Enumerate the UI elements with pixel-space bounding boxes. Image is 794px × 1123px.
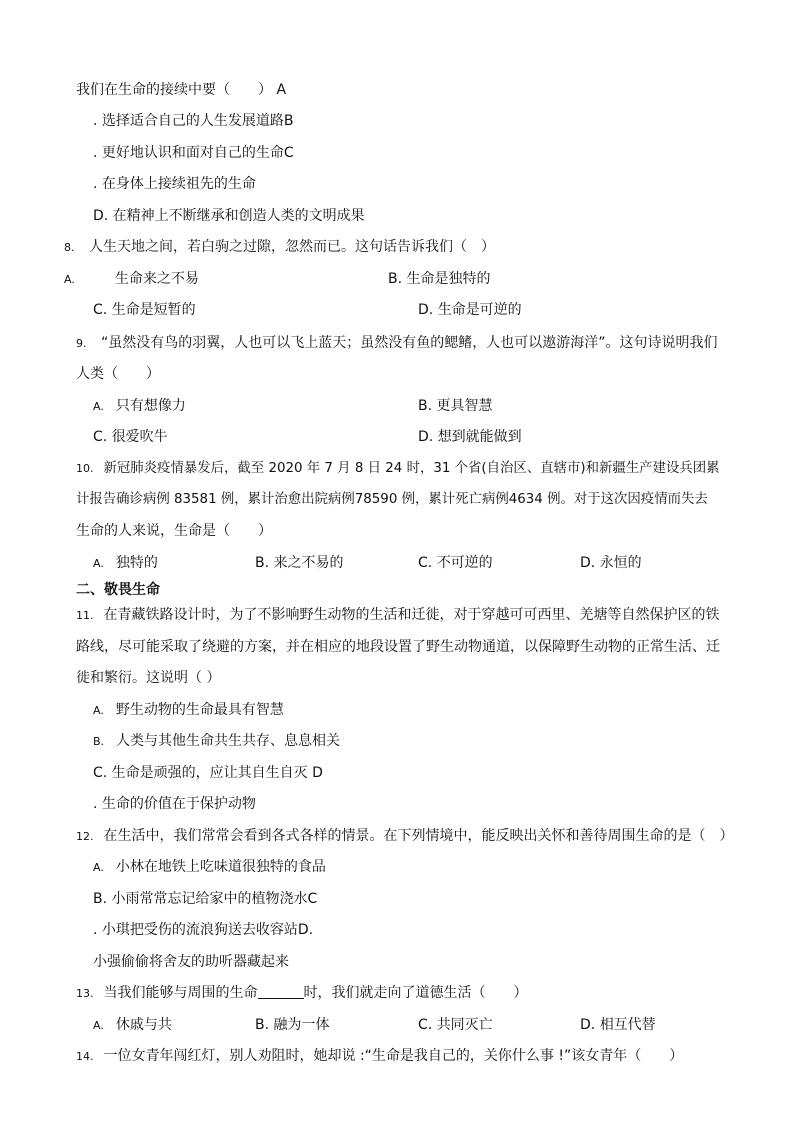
q10-stem (76, 459, 720, 479)
option-letter: B. (388, 271, 403, 287)
q10-option-a (93, 553, 158, 574)
q8-option-c (93, 300, 196, 320)
option-letter: C. (418, 555, 433, 571)
option-text: 想到就能做到 (437, 429, 522, 445)
q7-stem: 我们在生命的接续中要（ ） A (76, 82, 287, 98)
q13-option-c (418, 1015, 493, 1035)
option-text: 人类与其他生命共生共存、息息相关 (116, 733, 341, 749)
option-letter: B. (255, 555, 270, 571)
q14-stem (76, 1046, 683, 1067)
option-letter: D. (418, 429, 434, 445)
q10-option-b (255, 553, 344, 573)
q12-option-c: . 小琪把受伤的流浪狗送去收容站D. (93, 922, 314, 938)
q13-text-before: 当我们能够与周围的生命 (103, 985, 258, 1001)
q9-option-d (418, 427, 522, 447)
option-text: 更具智慧 (436, 398, 493, 414)
q8-text: 人生天地之间，若白驹之过隙，忽然而已。这句话告诉我们（ ） (88, 239, 495, 255)
q8-stem (64, 237, 495, 258)
q9-option-c (93, 427, 168, 447)
q13-stem (76, 983, 528, 1004)
q11-option-c: C. 生命是顽强的，应让其自生自灭 D (93, 765, 323, 781)
q7-option-line: . 更好地认识和面对自己的生命C (93, 145, 294, 161)
option-letter: A. (64, 273, 75, 286)
section-heading: 二、敬畏生命 (76, 582, 160, 598)
option-letter: A. (93, 1019, 104, 1032)
q7-option-line: . 选择适合自己的人生发展道路B (93, 113, 294, 129)
q10-stem-cont: 生命的人来说，生命是（ ） (76, 523, 272, 539)
q11-stem-cont: 路线，尽可能采取了绕避的方案，并在相应的地段设置了野生动物通道，以保障野生动物的正常生活、迁 (76, 639, 720, 655)
option-letter: A. (93, 704, 104, 717)
q11-option-d: . 生命的价值在于保护动物 (93, 796, 256, 812)
q12-option-d: 小强偷偷将舍友的助听器藏起来 (93, 954, 289, 970)
q9-text: “虽然没有鸟的羽翼，人也可以飞上蓝天；虽然没有鱼的鳃鳍，人也可以遨游海洋”。这句诗说明我们 (100, 335, 718, 351)
option-text: 生命是短暂的 (111, 302, 196, 318)
q9-stem (76, 333, 717, 354)
q8-option-a (64, 269, 199, 290)
q13-text-after: 时，我们就走向了道德生活（ ） (303, 985, 528, 1001)
q10-option-c (418, 553, 493, 573)
answer-blank (258, 984, 304, 999)
option-letter: D. (580, 1017, 596, 1033)
q12-option-b: B. 小雨常常忘记给家中的植物浇水C (93, 891, 318, 907)
q12-number: 12. (76, 830, 94, 843)
option-text: 生命是独特的 (406, 271, 491, 287)
q10-stem-cont: 计报告确诊病例 83581 例，累计治愈出院病例78590 例，累计死亡病例4634 例。对于这次因疫情而失去 (76, 492, 708, 507)
q8-number: 8. (64, 241, 75, 254)
option-text: 永恒的 (599, 555, 642, 571)
option-letter: B. (93, 735, 105, 748)
option-text: 只有想像力 (115, 398, 186, 414)
option-letter: D. (418, 302, 434, 318)
option-text: 小林在地铁上吃味道很独特的食品 (115, 859, 326, 875)
option-text: 相互代替 (599, 1017, 656, 1033)
q13-option-a (93, 1015, 172, 1036)
option-text: 很爱吹牛 (111, 429, 168, 445)
q14-text: 一位女青年闯红灯，别人劝阻时，她却说 :“生命是我自己的，关你什么事 !”该女青年（ ） (103, 1048, 684, 1064)
option-letter: C. (93, 302, 108, 318)
q12-stem (76, 826, 734, 847)
q9-number: 9. (76, 337, 87, 350)
q10-number: 10. (76, 462, 94, 475)
option-text: 休戚与共 (115, 1017, 172, 1033)
option-letter: A. (93, 861, 104, 874)
option-text: 不可逆的 (436, 555, 493, 571)
q13-number: 13. (76, 987, 94, 1000)
q11-text: 在青藏铁路设计时，为了不影响野生动物的生活和迁徙，对于穿越可可西里、羌塘等自然保护区的铁 (103, 607, 720, 623)
option-text: 独特的 (115, 555, 158, 571)
q11-stem-cont: 徙和繁衍。这说明（ ） (76, 670, 221, 686)
q12-text: 在生活中，我们常常会看到各式各样的情景。在下列情境中，能反映出关怀和善待周围生命的是（ ） (103, 828, 734, 844)
q9-option-a (93, 396, 186, 417)
option-letter: B. (418, 398, 433, 414)
q14-number: 14. (76, 1050, 94, 1063)
q11-option-b (93, 731, 340, 752)
q9-stem-cont: 人类（ ） (76, 366, 160, 382)
q8-option-d (418, 300, 522, 320)
q12-option-a (93, 857, 326, 878)
option-text: 生命来之不易 (114, 271, 199, 287)
option-letter: A. (93, 557, 104, 570)
q10-text: 新冠肺炎疫情暴发后，截至 2020 年 7 月 8 日 24 时，31 个省(自治区、直辖市)和新疆生产建设兵团累 (103, 461, 720, 476)
q11-option-a (93, 700, 284, 721)
q11-number: 11. (76, 609, 94, 622)
q10-option-d (580, 553, 642, 573)
option-text: 野生动物的生命最具有智慧 (115, 702, 284, 718)
option-letter: B. (255, 1017, 270, 1033)
option-letter: A. (93, 400, 104, 413)
option-letter: C. (93, 429, 108, 445)
option-letter: C. (418, 1017, 433, 1033)
option-text: 生命是可逆的 (437, 302, 522, 318)
q13-option-d (580, 1015, 656, 1035)
q7-option-line: D. 在精神上不断继承和创造人类的文明成果 (93, 208, 365, 224)
q7-option-line: . 在身体上接续祖先的生命 (93, 176, 256, 192)
q9-option-b (418, 396, 493, 416)
option-text: 来之不易的 (273, 555, 344, 571)
option-text: 共同灭亡 (436, 1017, 493, 1033)
q13-option-b (255, 1015, 330, 1035)
option-letter: D. (580, 555, 596, 571)
option-text: 融为一体 (273, 1017, 330, 1033)
q11-stem (76, 605, 720, 626)
q8-option-b (388, 269, 491, 289)
